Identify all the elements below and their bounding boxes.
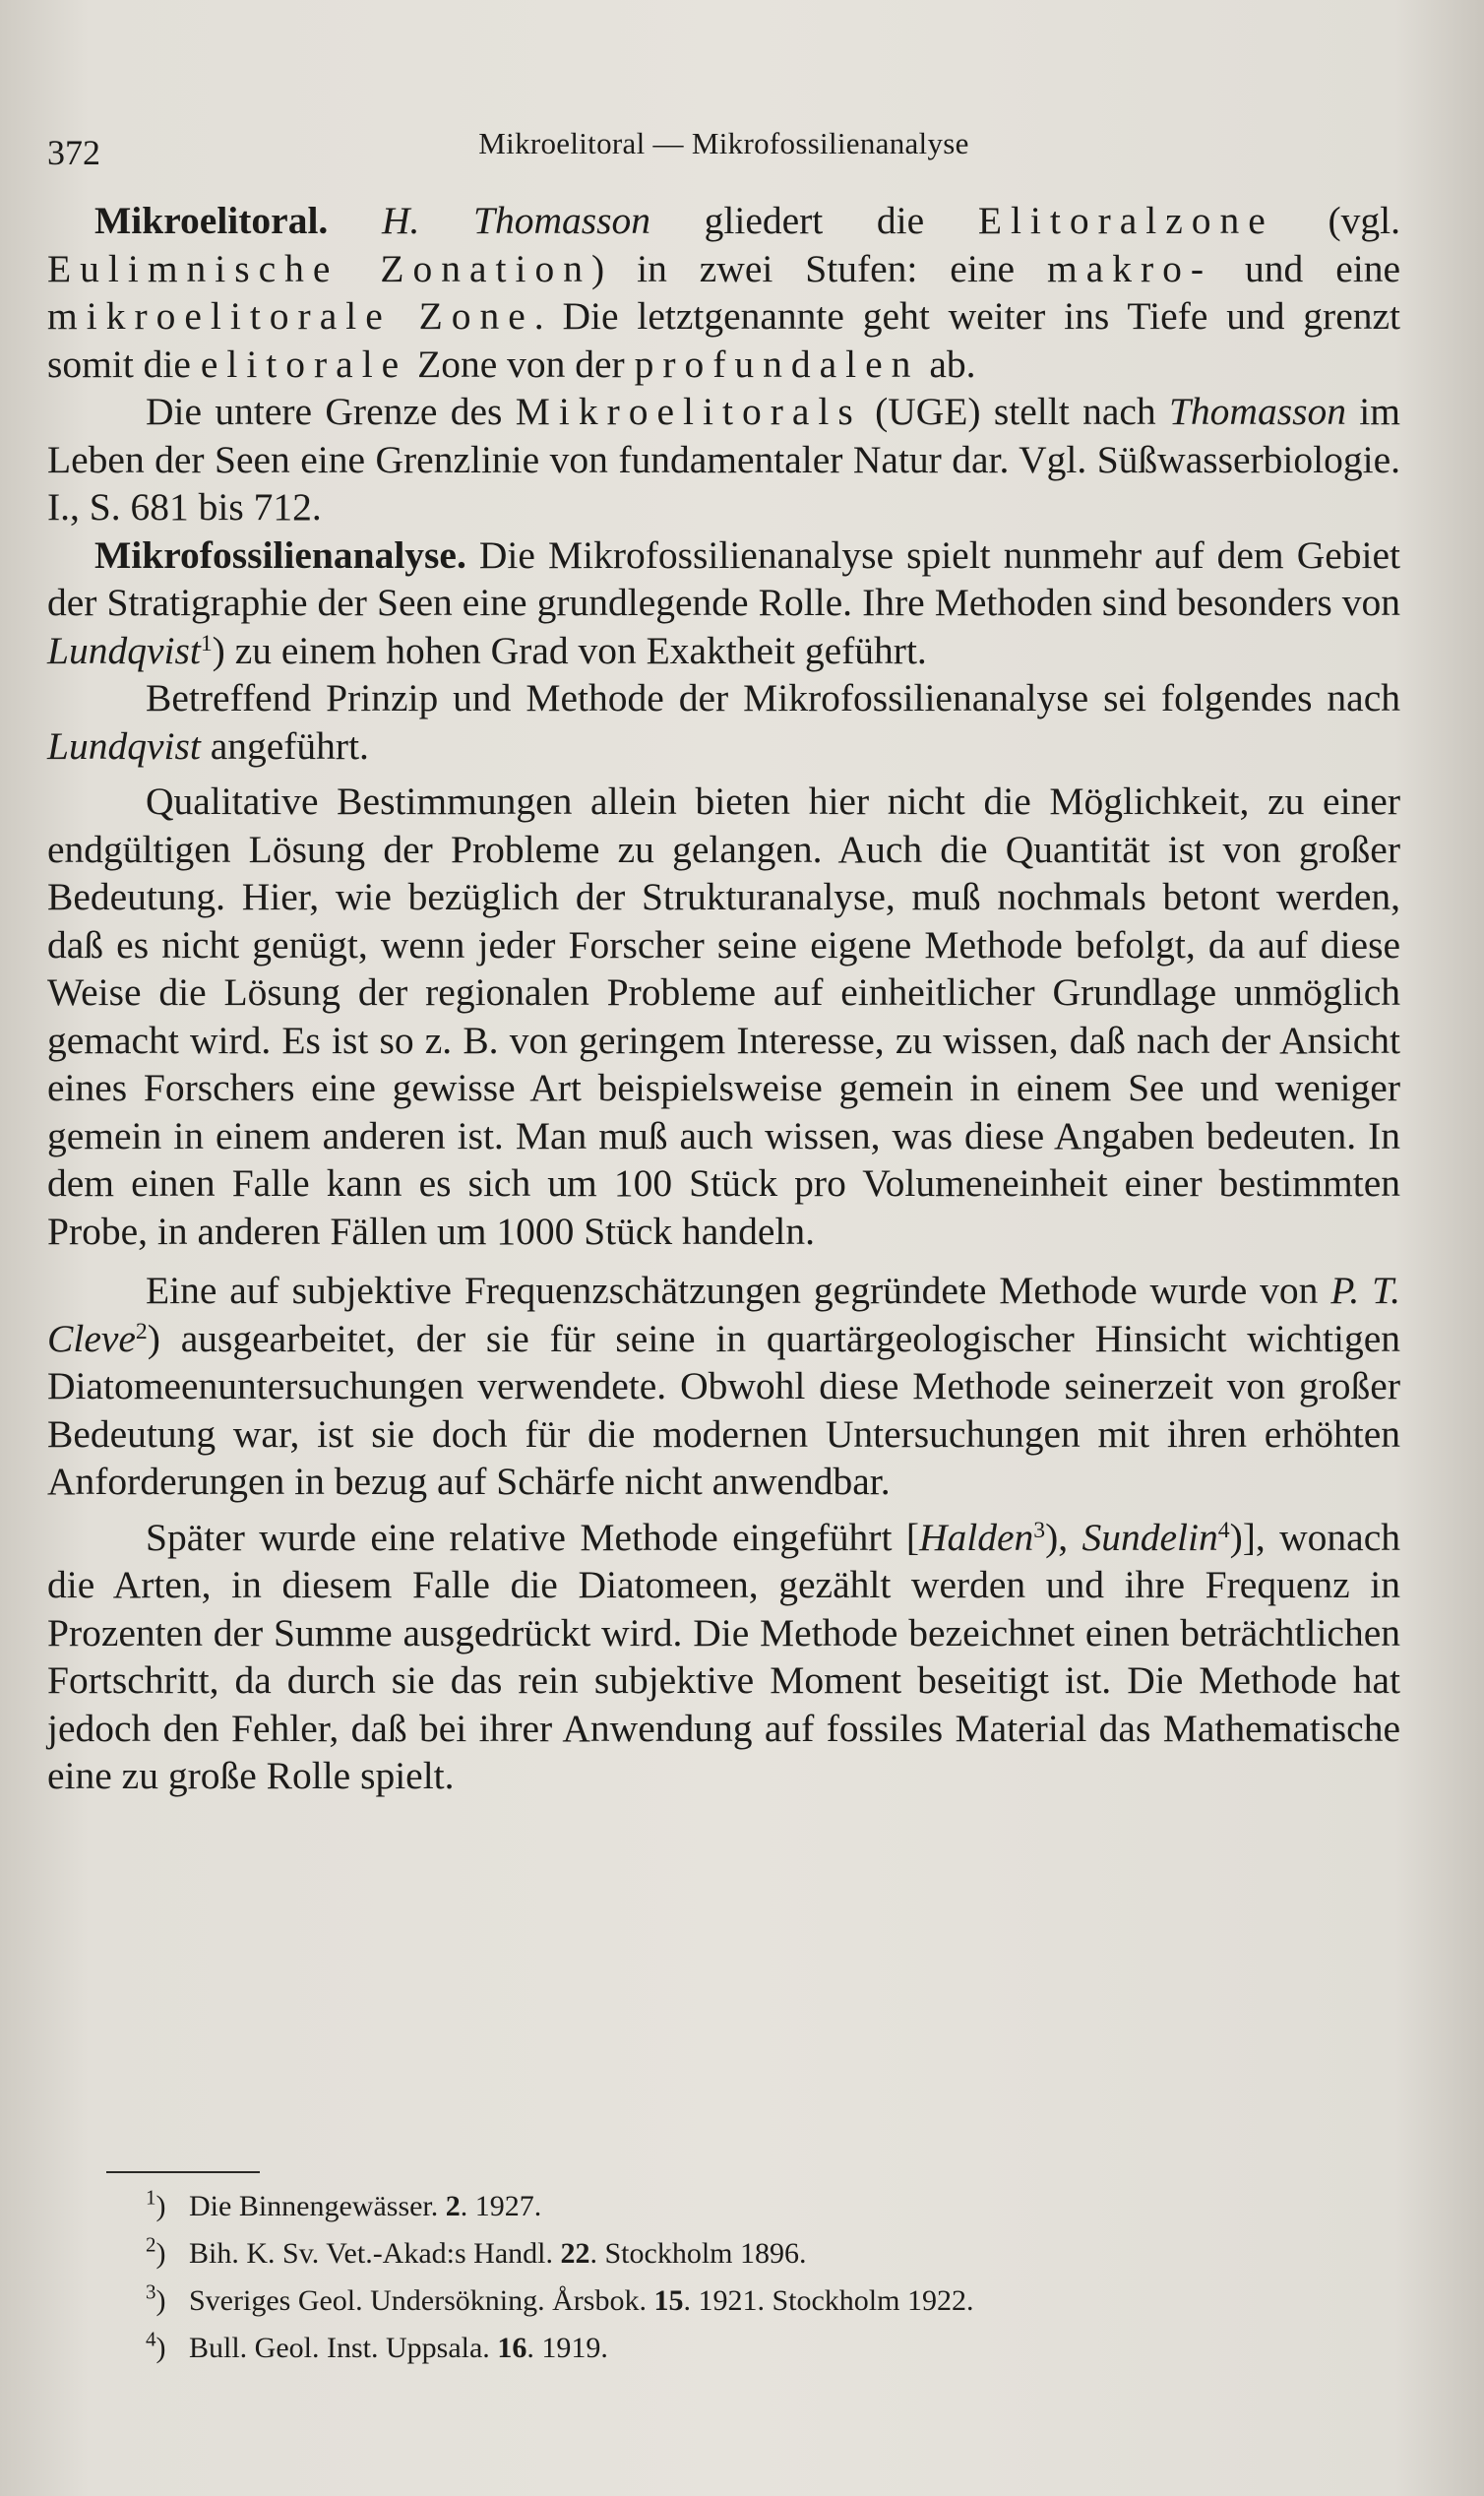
body-text — [47, 197, 1400, 1800]
footnote-number: $^4$) — [146, 2327, 166, 2364]
spaced-term: profundalen — [634, 342, 920, 386]
footnote-ref: 2 — [135, 1318, 148, 1344]
spaced-term: elitorale — [200, 342, 408, 386]
paragraph-mikrofossilienanalyse — [47, 531, 1400, 675]
text-run: . 1919. — [526, 2332, 608, 2364]
footnote-number: $^1$) — [146, 2185, 166, 2222]
text-run: . Stockholm 1896. — [589, 2237, 807, 2270]
text-run: Qualitative Bestimmungen allein bieten hier nicht die Möglichkeit, zu einer endgültigen Lösung der Probleme zu gelangen. Auch die Quantität ist von großer Bedeutung. Hier, wie bezüglich der Strukturanalyse, muß nochmals betont werden, daß es nicht genügt, wenn jeder Forscher seine eigene Methode befolgt, da auf diese Weise die Lösung der regionalen Probleme auf einheitlicher Grundlage unmöglich gemacht wird. Es ist so z. B. von geringem Interesse, zu wissen, daß nach der Ansicht eines Forschers eine gewisse Art beispielsweise gemein in einem See und weniger gemein in einem anderen ist. Man muß auch wissen, was diese Angaben bedeuten. In dem einen Falle kann es sich um 100 Stück pro Volumeneinheit einer bestimmten Probe, in anderen Fällen um 1000 Stück handeln. — [47, 780, 1400, 1253]
footnote-digit: 1 — [146, 2185, 156, 2210]
footnote-ref: 1 — [200, 630, 213, 656]
volume-number: 16 — [497, 2332, 527, 2364]
text-run: Bull. Geol. Inst. Uppsala. — [189, 2332, 498, 2364]
page-header — [47, 118, 1400, 187]
text-run: Die Binnengewässer. — [189, 2190, 446, 2222]
volume-number: 2 — [445, 2190, 461, 2222]
volume-number: 22 — [560, 2237, 590, 2270]
author-name: Lundqvist — [47, 723, 201, 768]
text-run: und eine — [1212, 246, 1400, 290]
text-run: Zone von der — [407, 342, 635, 386]
paragraph-prinzip — [47, 674, 1400, 770]
spaced-term: Eulimnische Zonation — [47, 246, 592, 290]
footnote-ref: 3 — [1033, 1517, 1046, 1543]
text-run: im Leben der Seen eine Grenzlinie von fundamentaler Natur dar. Vgl. Süßwasserbiologie. I., S. 681 bis 712. — [47, 390, 1401, 529]
footnote — [146, 2230, 1376, 2278]
footnote-digit: 3 — [146, 2279, 156, 2304]
footnote-number: $^3$) — [146, 2279, 166, 2317]
author-name: Sundelin — [1082, 1515, 1218, 1559]
paragraph-relative-methode — [47, 1514, 1400, 1800]
spaced-term: mikroelitorale Zone — [47, 294, 534, 338]
spaced-term: Elitoralzone — [977, 199, 1274, 242]
author-name: Lundqvist — [47, 628, 201, 672]
text-run: . 1921. Stockholm 1922. — [683, 2284, 974, 2317]
text-run: ), — [1045, 1515, 1082, 1559]
entry-headword: Mikrofossilienanalyse. — [94, 532, 466, 577]
text-run: ) zu einem hohen Grad von Exaktheit geführt. — [212, 628, 927, 672]
footnote-ref: 4 — [1217, 1517, 1230, 1543]
footnote-rule — [106, 2171, 260, 2173]
spaced-term: Mikroelitorals — [515, 390, 862, 433]
text-run: Eine auf subjektive Frequenzschätzungen gegründete Methode wurde von — [146, 1269, 1331, 1312]
author-name: Halden — [918, 1515, 1034, 1559]
paragraph-mikroelitoral — [47, 197, 1400, 388]
footnote-digit: 4 — [146, 2327, 156, 2351]
text-run: gliedert die — [649, 199, 978, 242]
text-run: . 1927. — [460, 2190, 542, 2222]
text-run: Betreffend Prinzip und Methode der Mikrofossilienanalyse sei folgendes nach — [146, 676, 1400, 719]
text-run: (vgl. — [1273, 199, 1400, 242]
paragraph-qualitative — [47, 778, 1400, 1255]
page-number: 372 — [47, 133, 100, 172]
text-run: Die untere Grenze des — [146, 390, 516, 433]
author-name: Thomasson — [1168, 390, 1346, 433]
entry-headword: Mikroelitoral. — [94, 199, 329, 242]
footnote — [146, 2183, 1376, 2230]
footnote — [146, 2278, 1376, 2325]
text-run: Bih. K. Sv. Vet.-Akad:s Handl. — [189, 2237, 561, 2270]
text-run: ) in zwei Stufen: eine — [591, 246, 1048, 290]
author-name: P. T. Cleve — [47, 1269, 1401, 1360]
text-run: . Die letztgenannte geht weiter ins Tiefe und grenzt somit die — [47, 294, 1400, 386]
paragraph-untere-grenze — [47, 388, 1400, 531]
running-head: Mikroelitoral — Mikrofossilienanalyse — [478, 126, 969, 160]
text-run: Die Mikrofossilienanalyse spielt nunmehr auf dem Gebiet der Stratigraphie der Seen eine grundlegende Rolle. Ihre Methoden sind besonders von — [47, 532, 1400, 624]
text-run: ) ausgearbeitet, der sie für seine in quartärgeologischer Hinsicht wichtigen Diatomeenuntersuchungen verwendete. Obwohl diese Methode seinerzeit von großer Bedeutung war, ist sie doch für die modernen Untersuchungen mit ihren erhöhten Anforderungen in bezug auf Schärfe nicht anwendbar. — [47, 1316, 1400, 1503]
text-run: ab. — [919, 342, 976, 386]
footnotes — [146, 2183, 1376, 2372]
footnote-number: $^2$) — [146, 2232, 166, 2270]
text-run: (UGE) stellt nach — [861, 390, 1169, 433]
text-run: )], wonach die Arten, in diesem Falle die Diatomeen, gezählt werden und ihre Frequenz in Prozenten der Summe ausgedrückt wird. Die Methode bezeichnet einen beträchtlichen Fortschritt, da durch sie das rein subjektive Moment beseitigt ist. Die Methode hat jedoch den Fehler, daß bei ihrer Anwendung auf fossiles Material das Mathematische eine zu große Rolle spielt. — [47, 1515, 1400, 1797]
footnote-digit: 2 — [146, 2232, 156, 2257]
footnote — [146, 2325, 1376, 2372]
text-run: Sveriges Geol. Undersökning. Årsbok. — [189, 2284, 654, 2317]
text-run: angeführt. — [200, 723, 369, 768]
volume-number: 15 — [653, 2284, 684, 2317]
spaced-term: makro- — [1047, 246, 1213, 290]
text-run: Später wurde eine relative Methode eingeführt [ — [146, 1515, 919, 1559]
author-name: H. Thomasson — [381, 199, 650, 242]
paragraph-cleve — [47, 1267, 1400, 1506]
